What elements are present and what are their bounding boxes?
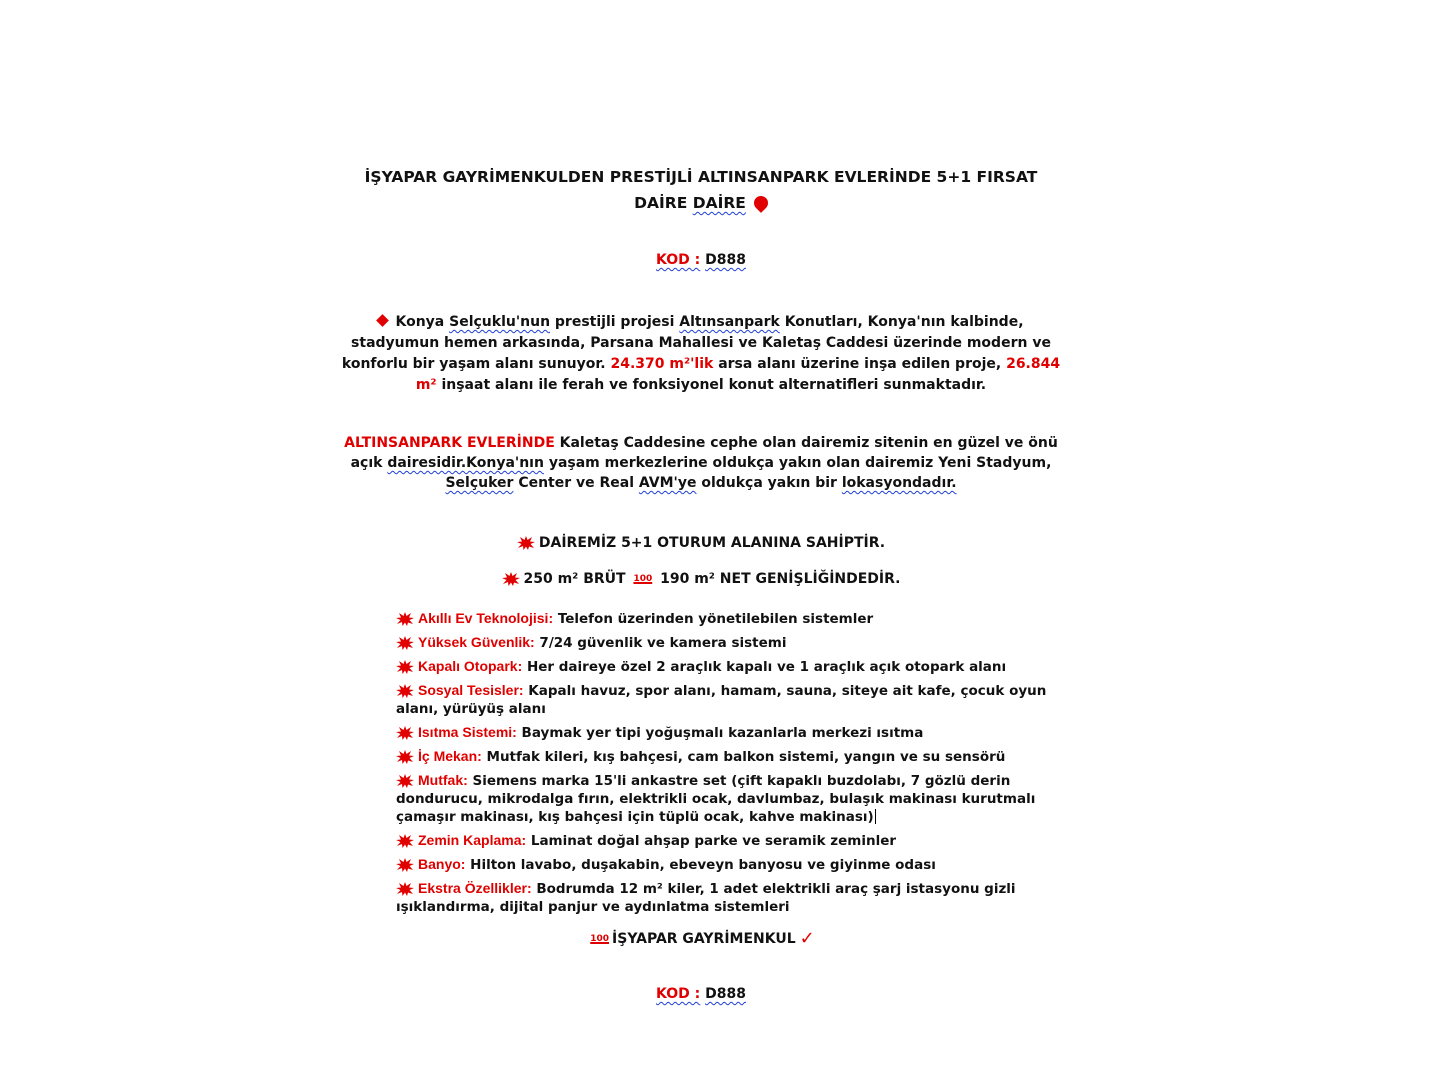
title-line-1: İŞYAPAR GAYRİMENKULDEN PRESTİJLİ ALTINSANPARK EVLERİNDE 5+1 FIRSAT — [364, 168, 1038, 186]
feature-text: Baymak yer tipi yoğuşmalı kazanlarla merkezi ısıtma — [521, 725, 924, 741]
feature-item — [396, 609, 1066, 628]
feature-label: Ekstra Özellikler: — [418, 880, 532, 896]
text-cursor — [875, 809, 876, 824]
red-burst-icon — [396, 834, 414, 848]
insaat-area: 26.844 m² — [415, 356, 1061, 393]
red-burst-icon — [396, 612, 414, 626]
feature-label: Akıllı Ev Teknolojisi: — [418, 610, 554, 626]
title-line-2 — [340, 190, 1062, 216]
feature-label: Isıtma Sistemi: — [418, 724, 517, 740]
feature-list — [396, 609, 1066, 921]
feature-item — [396, 657, 1066, 676]
red-burst-icon — [396, 750, 414, 764]
feature-label: Zemin Kaplama: — [418, 832, 527, 848]
feature-label: İç Mekan: — [418, 748, 482, 764]
check-mark-icon: ✓ — [799, 928, 815, 949]
red-diamond-icon — [377, 314, 390, 327]
intro-paragraph: Konya Selçuklu'nun prestijli projesi Altınsanpark Konutları, Konya'nın kalbinde, stadyumun hemen arkasında, Parsana Mahallesi ve Kaletaş Caddesi üzerinde modern ve konforlu bir yaşam alanı sunuyor. 24.370 m²'lik arsa alanı üzerine inşa edilen proje, 26.844 m² inşaat alanı ile ferah ve fonksiyonel konut alternatifleri sunmaktadır. — [341, 314, 1061, 393]
feature-item — [396, 771, 1066, 826]
feature-item — [396, 633, 1066, 652]
red-burst-icon — [396, 660, 414, 674]
feature-text: Siemens marka 15'li ankastre set (çift kapaklı buzdolabı, 7 gözlü derin dondurucu, mikrodalga fırın, elektrikli ocak, davlumbaz, bulaşık makinası kurutmalı çamaşır makinası, kış bahçesi için tüplü ocak, kahve makinası) — [396, 773, 1036, 825]
red-drop-icon — [751, 193, 771, 213]
red-burst-icon — [502, 572, 520, 586]
code-value: D888 — [705, 252, 746, 268]
feature-item — [396, 723, 1066, 742]
feature-item — [396, 831, 1066, 850]
red-burst-icon — [396, 882, 414, 896]
feature-text: Bodrumda 12 m² kiler, 1 adet elektrikli araç şarj istasyonu gizli ışıklandırma, dijital panjur ve aydınlatma sistemleri — [396, 881, 1016, 915]
hundred-points-icon: 100 — [633, 574, 653, 584]
document-title — [340, 164, 1062, 216]
code-label: KOD : — [656, 986, 701, 1002]
code-top — [340, 252, 1062, 268]
title-word-daire: DAİRE — [634, 194, 688, 212]
hundred-points-icon: 100 — [590, 934, 610, 944]
feature-label: Mutfak: — [418, 772, 468, 788]
feature-text: Laminat doğal ahşap parke ve seramik zeminler — [530, 833, 897, 849]
feature-text: Mutfak kileri, kış bahçesi, cam balkon sistemi, yangın ve su sensörü — [486, 749, 1006, 765]
feature-label: Yüksek Güvenlik: — [418, 634, 535, 650]
red-burst-icon — [517, 536, 535, 550]
code-value: D888 — [705, 986, 746, 1002]
title-word-daire-squiggle: DAİRE — [692, 194, 746, 212]
feature-text: Telefon üzerinden yönetilebilen sistemler — [557, 611, 874, 627]
feature-item — [396, 747, 1066, 766]
red-burst-icon — [396, 726, 414, 740]
room-line: DAİREMİZ 5+1 OTURUM ALANINA SAHİPTİR. — [340, 535, 1062, 551]
red-burst-icon — [396, 858, 414, 872]
feature-text: Hilton lavabo, duşakabin, ebeveyn banyosu ve giyinme odası — [470, 857, 936, 873]
feature-label: Sosyal Tesisler: — [418, 682, 524, 698]
footer-company: 100 İŞYAPAR GAYRİMENKUL ✓ — [590, 928, 815, 949]
code-label: KOD : — [656, 252, 701, 268]
feature-text: Kapalı havuz, spor alanı, hamam, sauna, siteye ait kafe, çocuk oyun alanı, yürüyüş alanı — [396, 683, 1047, 717]
location-paragraph: ALTINSANPARK EVLERİNDE Kaletaş Caddesine cephe olan dairemiz sitenin en güzel ve önü açık dairesidir.Konya'nın yaşam merkezlerine oldukça yakın olan dairemiz Yeni Stadyum, Selçuker Center ve Real AVM'ye oldukça yakın bir lokasyondadır. — [344, 435, 1058, 491]
feature-text: Her daireye özel 2 araçlık kapalı ve 1 araçlık açık otopark alanı — [526, 659, 1007, 675]
project-highlight: ALTINSANPARK EVLERİNDE — [344, 435, 555, 451]
feature-text: 7/24 güvenlik ve kamera sistemi — [539, 635, 787, 651]
code-bottom — [340, 986, 1062, 1002]
feature-item — [396, 681, 1066, 718]
red-burst-icon — [396, 774, 414, 788]
arsa-area: 24.370 m²'lik — [610, 356, 714, 372]
red-burst-icon — [396, 684, 414, 698]
red-burst-icon — [396, 636, 414, 650]
area-line: 250 m² BRÜT 100 190 m² NET GENİŞLİĞİNDEDİR. — [340, 571, 1062, 587]
feature-item — [396, 879, 1066, 916]
feature-item — [396, 855, 1066, 874]
feature-label: Kapalı Otopark: — [418, 658, 523, 674]
feature-label: Banyo: — [418, 856, 466, 872]
